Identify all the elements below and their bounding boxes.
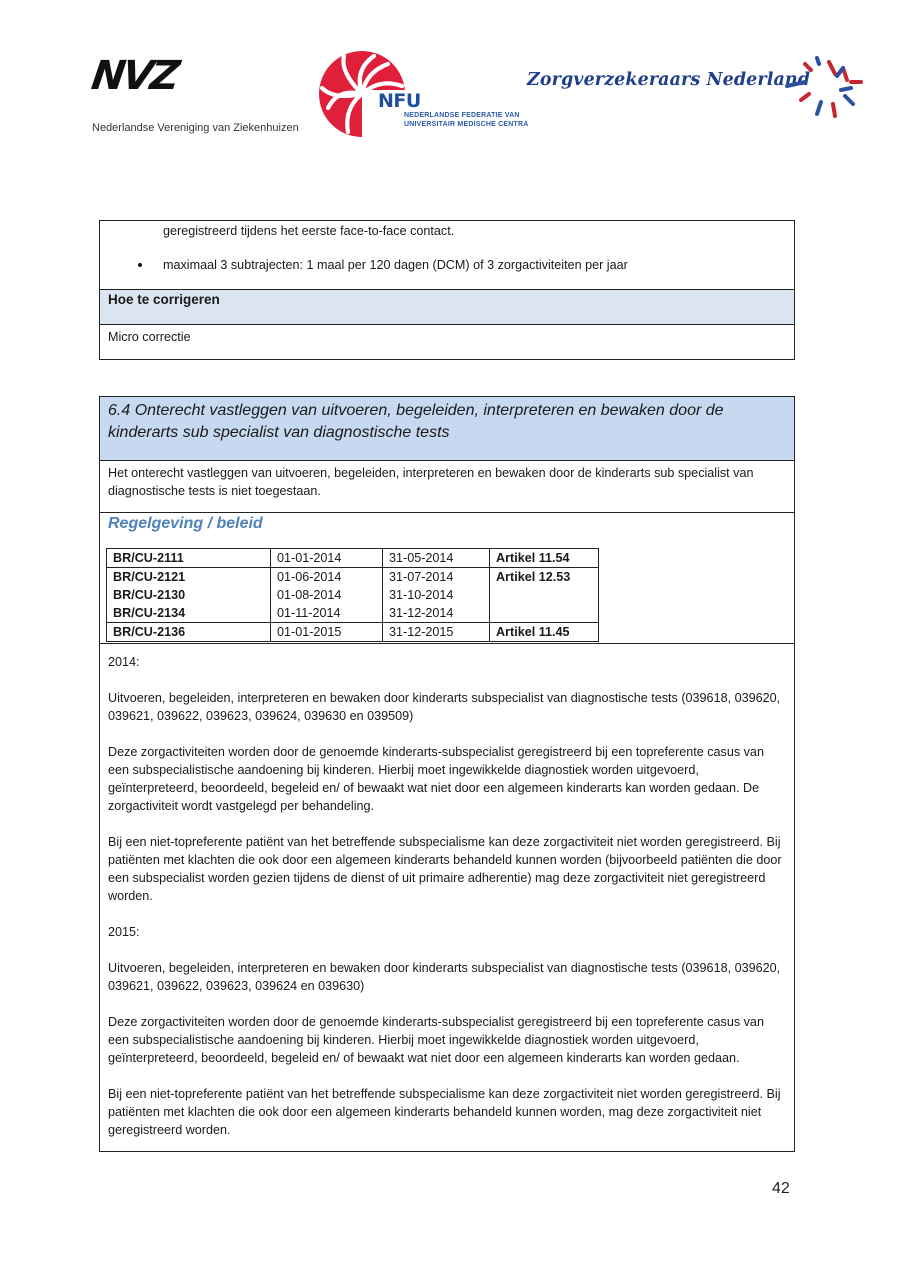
nfu-subtitle-line: NEDERLANDSE FEDERATIE VAN [404,112,520,119]
rule-code-cell: BR/CU-2136 [107,623,271,642]
table-row [107,549,599,568]
rule-code-cell: BR/CU-2111 [107,549,271,568]
rule-end-cell: 31-12-2015 [383,623,490,642]
year-heading-2015: 2015: [108,925,140,939]
nvz-logo-subtitle: Nederlandse Vereniging van Ziekenhuizen [92,122,299,134]
zorgverzekeraars-logo-text: Zorgverzekeraars Nederland [527,70,811,90]
nfu-logo [318,50,529,140]
section-description: Het onterecht vastleggen van uitvoeren, begeleiden, interpreteren en bewaken door de kinderarts sub specialist van diagnostische tests is niet toegestaan. [100,461,794,513]
table-row [107,623,599,642]
rule-code-cell: BR/CU-2121 BR/CU-2130 BR/CU-2134 [107,568,271,623]
rule-end-cell: 31-07-2014 31-10-2014 31-12-2014 [383,568,490,623]
rule-start-cell: 01-01-2014 [271,549,383,568]
section-body [100,644,794,1139]
rules-table [106,548,599,642]
table-row [107,568,599,623]
paragraph: Bij een niet-topreferente patiënt van het betreffende subspecialisme kan deze zorgactiviteit niet worden geregistreerd. Bij patiënten met klachten die ook door een algemeen kinderarts behandeld kunnen worden, mag deze zorgactiviteit niet geregistreerd worden. [108,1087,781,1137]
regulation-row [100,513,794,644]
regulation-title: Regelgeving / beleid [108,515,263,532]
conditions-row [100,221,794,290]
year-heading-2014: 2014: [108,655,140,669]
section-title: 6.4 Onterecht vastleggen van uitvoeren, begeleiden, interpreteren en bewaken door de kinderarts sub specialist van diagnostische tests [100,397,794,461]
rule-end-cell: 31-05-2014 [383,549,490,568]
bullet-item [108,256,786,274]
paragraph: Deze zorgactiviteiten worden door de genoemde kinderarts-subspecialist geregistreerd bij een topreferente casus van een subspecialistische aandoening bij kinderen. Hierbij moet ingewikkelde diagnostiek worden uitgevoerd, geïnterpreteerd, beoordeeld, begeleid en/ of bewaakt wat niet door een algemeen kinderarts kan worden gedaan. De zorgactiviteit wordt vastgelegd per behandeling. [108,745,764,813]
rule-article-cell: Artikel 11.54 [490,549,599,568]
rule-start-cell: 01-01-2015 [271,623,383,642]
rule-article-cell: Artikel 12.53 [490,568,599,623]
nfu-logo-subtitle [404,111,528,129]
continued-text: geregistreerd tijdens het eerste face-to-face contact. [163,224,455,238]
paragraph: Deze zorgactiviteiten worden door de genoemde kinderarts-subspecialist geregistreerd bij een topreferente casus van een subspecialistische aandoening bij kinderen. Hierbij moet ingewikkelde diagnostiek worden uitgevoerd, geïnterpreteerd, beoordeeld, begeleid en/ of bewaakt wat niet door een algemeen kinderarts kan worden gedaan. [108,1015,764,1065]
zorgverzekeraars-logo [527,70,810,90]
bullet-text: maximaal 3 subtrajecten: 1 maal per 120 dagen (DCM) of 3 zorgactiviteiten per jaar [163,258,628,272]
correction-heading: Hoe te corrigeren [100,290,794,325]
nvz-logo [88,53,299,134]
paragraph: Bij een niet-topreferente patiënt van het betreffende subspecialisme kan deze zorgactiviteit niet worden geregistreerd. Bij patiënten met klachten die ook door een algemeen kinderarts behandeld kunnen worden (bijvoorbeeld patiënten die door een subspecialist worden gezien tijdens de dienst of uit primaire adherentie) mag deze zorgactiviteit niet geregistreerd worden. [108,835,782,903]
paragraph: Uitvoeren, begeleiden, interpreteren en bewaken door kinderarts subspecialist van diagnostische tests (039618, 039620, 039621, 039622, 039623, 039624 en 039630) [108,961,781,993]
bullet-icon [138,263,142,267]
figures-circle-icon [785,56,867,122]
nvz-logo-mark: NVZ [88,53,180,99]
nfu-subtitle-line: UNIVERSITAIR MEDISCHE CENTRA [404,121,529,128]
previous-section-box [99,220,795,360]
paragraph: Uitvoeren, begeleiden, interpreteren en bewaken door kinderarts subspecialist van diagnostische tests (039618, 039620, 039621, 039622, 039623, 039624, 039630 en 039509) [108,691,781,723]
rule-article-cell: Artikel 11.45 [490,623,599,642]
rule-start-cell: 01-06-2014 01-08-2014 01-11-2014 [271,568,383,623]
section-6-4-box [99,396,795,1152]
correction-value: Micro correctie [108,330,191,344]
nfu-logo-mark: NFU [378,90,421,112]
page-number: 42 [772,1180,790,1197]
